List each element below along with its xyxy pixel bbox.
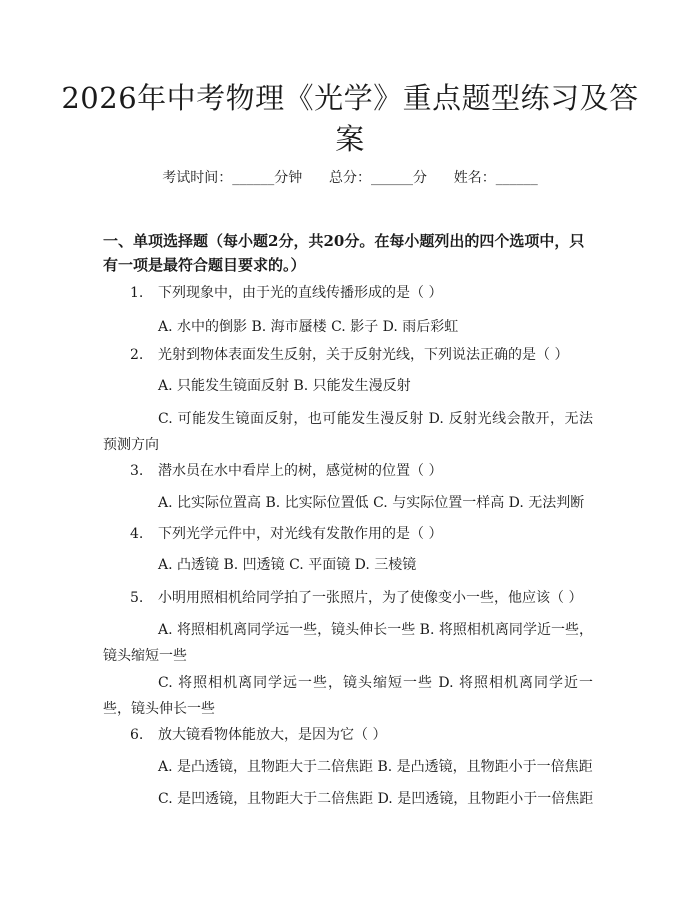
question-5: [130, 588, 582, 608]
question-5-options-cd: C. 将照相机离同学远一些，镜头缩短一些 D. 将照相机离同学近一些，镜头伸长一些: [103, 675, 593, 717]
question-5-options-ab: A. 将照相机离同学远一些，镜头伸长一些 B. 将照相机离同学近一些，镜头缩短一些: [103, 622, 593, 664]
question-2: [130, 345, 568, 365]
question-6-options-ab: A. 是凸透镜，且物距大于二倍焦距 B. 是凸透镜，且物距小于一倍焦距: [158, 759, 593, 775]
question-number: 3.: [130, 463, 144, 479]
question-stem: 光射到物体表面发生反射，关于反射光线，下列说法正确的是（ ）: [158, 347, 569, 363]
question-3: [130, 461, 442, 481]
section-heading: 一、单项选择题（每小题2分，共20分。在每小题列出的四个选项中，只有一项是最符合题目要求的。）: [103, 232, 585, 274]
total-score-field: 总分：______分: [329, 170, 427, 186]
question-6-options-cd: C. 是凹透镜，且物距大于二倍焦距 D. 是凹透镜，且物距小于一倍焦距: [158, 791, 594, 807]
question-number: 5.: [130, 590, 144, 606]
question-1-options: A. 水中的倒影 B. 海市蜃楼 C. 影子 D. 雨后彩虹: [158, 319, 459, 335]
question-3-options: A. 比实际位置高 B. 比实际位置低 C. 与实际位置一样高 D. 无法判断: [158, 495, 585, 511]
question-stem: 放大镜看物体能放大，是因为它（ ）: [158, 727, 387, 743]
question-stem: 下列现象中，由于光的直线传播形成的是（ ）: [158, 285, 443, 301]
question-number: 4.: [130, 526, 144, 542]
question-2-options-ab: A. 只能发生镜面反射 B. 只能发生漫反射: [158, 378, 411, 394]
question-number: 1.: [130, 285, 144, 301]
exam-meta: [0, 168, 700, 188]
question-6: [130, 725, 386, 745]
question-4-options: A. 凸透镜 B. 凹透镜 C. 平面镜 D. 三棱镜: [158, 557, 417, 573]
question-4: [130, 524, 442, 544]
name-field: 姓名：______: [453, 170, 538, 186]
document-title: 2026年中考物理《光学》重点题型练习及答案: [61, 81, 639, 156]
question-stem: 下列光学元件中，对光线有发散作用的是（ ）: [158, 526, 443, 542]
question-stem: 潜水员在水中看岸上的树，感觉树的位置（ ）: [158, 463, 443, 479]
question-2-options-cd: C. 可能发生镜面反射，也可能发生漫反射 D. 反射光线会散开，无法预测方向: [103, 411, 593, 453]
question-number: 6.: [130, 727, 144, 743]
exam-time-field: 考试时间：______分钟: [162, 170, 303, 186]
question-stem: 小明用照相机给同学拍了一张照片，为了使像变小一些，他应该（ ）: [158, 590, 583, 606]
question-number: 2.: [130, 347, 144, 363]
question-1: [130, 283, 442, 303]
